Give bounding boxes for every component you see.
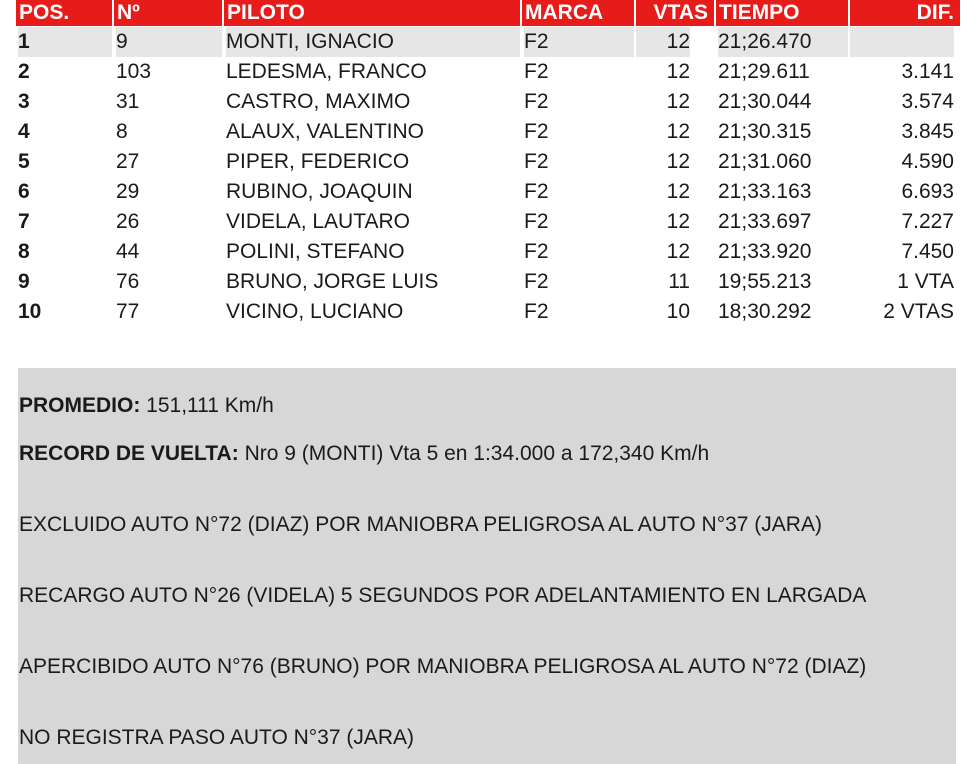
header-piloto: PILOTO [224, 0, 520, 26]
cell-piloto: ALAUX, VALENTINO [226, 120, 425, 143]
cell-marca: F2 [524, 300, 549, 323]
cell-num: 27 [116, 150, 140, 173]
cell-dif: 3.141 [901, 60, 954, 83]
cell-pos: 4 [18, 120, 30, 143]
header-vtas: VTAS [636, 0, 714, 26]
cell-pos: 5 [18, 150, 30, 173]
cell-num: 77 [116, 300, 140, 323]
cell-num: 29 [116, 180, 140, 203]
cell-pos: 10 [18, 300, 42, 323]
cell-num: 76 [116, 270, 140, 293]
cell-dif: 2 VTAS [883, 300, 954, 323]
cell-vtas: 12 [666, 210, 690, 233]
header-dif: DIF. [850, 0, 960, 26]
cell-piloto: VICINO, LUCIANO [226, 300, 404, 323]
cell-pos: 2 [18, 60, 30, 83]
cell-dif: 4.590 [901, 150, 954, 173]
cell-vtas: 12 [666, 150, 690, 173]
table-row [0, 27, 976, 57]
cell-num: 8 [116, 120, 128, 143]
cell-dif [850, 27, 954, 57]
cell-num: 44 [116, 240, 140, 263]
header-tiempo: TIEMPO [716, 0, 848, 26]
header-num: Nº [114, 0, 222, 26]
cell-num: 31 [116, 90, 140, 113]
cell-piloto: POLINI, STEFANO [226, 240, 405, 263]
cell-pos: 8 [18, 240, 30, 263]
cell-tiempo: 19;55.213 [718, 270, 812, 293]
table-row [0, 87, 976, 117]
cell-pos: 1 [18, 27, 112, 57]
note-apercibido: APERCIBIDO AUTO N°76 (BRUNO) POR MANIOBRA PELIGROSA AL AUTO N°72 (DIAZ) [19, 655, 867, 678]
cell-marca: F2 [524, 27, 634, 57]
cell-vtas: 12 [666, 90, 690, 113]
cell-num: 103 [116, 60, 152, 83]
cell-vtas: 12 [666, 60, 690, 83]
cell-marca: F2 [524, 270, 549, 293]
cell-tiempo: 21;29.611 [718, 60, 810, 83]
cell-vtas: 12 [666, 240, 690, 263]
cell-piloto: MONTI, IGNACIO [226, 27, 520, 57]
promedio-line [19, 392, 274, 420]
cell-vtas: 11 [668, 270, 690, 293]
cell-vtas: 12 [666, 120, 690, 143]
cell-num: 9 [116, 27, 222, 57]
cell-pos: 3 [18, 90, 30, 113]
table-row [0, 177, 976, 207]
cell-marca: F2 [524, 60, 549, 83]
table-row [0, 117, 976, 147]
cell-vtas: 12 [666, 180, 690, 203]
note-no-registra: NO REGISTRA PASO AUTO N°37 (JARA) [19, 726, 415, 749]
cell-tiempo: 21;33.920 [718, 240, 812, 263]
cell-tiempo: 21;30.044 [718, 90, 812, 113]
note-recargo: RECARGO AUTO N°26 (VIDELA) 5 SEGUNDOS POR ADELANTAMIENTO EN LARGADA [19, 584, 867, 607]
cell-vtas: 12 [636, 27, 690, 57]
cell-marca: F2 [524, 120, 549, 143]
cell-tiempo: 21;33.163 [718, 180, 812, 203]
cell-pos: 9 [18, 270, 30, 293]
cell-piloto: VIDELA, LAUTARO [226, 210, 410, 233]
cell-piloto: RUBINO, JOAQUIN [226, 180, 413, 203]
cell-dif: 7.227 [901, 210, 954, 233]
table-row [0, 57, 976, 87]
table-row [0, 147, 976, 177]
cell-dif: 3.574 [901, 90, 954, 113]
cell-tiempo: 18;30.292 [718, 300, 812, 323]
cell-pos: 7 [18, 210, 30, 233]
table-row [0, 237, 976, 267]
cell-tiempo: 21;31.060 [718, 150, 812, 173]
cell-dif: 3.845 [901, 120, 954, 143]
cell-dif: 6.693 [901, 180, 954, 203]
cell-tiempo: 21;30.315 [718, 120, 812, 143]
cell-piloto: BRUNO, JORGE LUIS [226, 270, 439, 293]
cell-piloto: CASTRO, MAXIMO [226, 90, 411, 113]
cell-num: 26 [116, 210, 140, 233]
cell-marca: F2 [524, 90, 549, 113]
cell-piloto: LEDESMA, FRANCO [226, 60, 427, 83]
cell-dif: 1 VTA [897, 270, 954, 293]
cell-vtas: 10 [666, 300, 690, 323]
promedio-label: PROMEDIO: [19, 394, 141, 417]
record-label: RECORD DE VUELTA: [19, 442, 239, 465]
table-row [0, 207, 976, 237]
cell-piloto: PIPER, FEDERICO [226, 150, 410, 173]
record-line [19, 440, 709, 468]
cell-pos: 6 [18, 180, 30, 203]
table-row [0, 267, 976, 297]
cell-tiempo: 21;33.697 [718, 210, 812, 233]
record-value: Nro 9 (MONTI) Vta 5 en 1:34.000 a 172,340 Km/h [238, 442, 710, 465]
table-row [0, 297, 976, 327]
cell-dif: 7.450 [901, 240, 954, 263]
notes-panel [18, 368, 956, 764]
cell-marca: F2 [524, 240, 549, 263]
cell-marca: F2 [524, 180, 549, 203]
promedio-value: 151,111 Km/h [140, 394, 274, 417]
note-excluido: EXCLUIDO AUTO N°72 (DIAZ) POR MANIOBRA PELIGROSA AL AUTO N°37 (JARA) [19, 513, 822, 536]
cell-marca: F2 [524, 210, 549, 233]
cell-tiempo: 21;26.470 [718, 27, 848, 57]
header-marca: MARCA [522, 0, 634, 26]
cell-marca: F2 [524, 150, 549, 173]
header-pos: POS. [16, 0, 112, 26]
